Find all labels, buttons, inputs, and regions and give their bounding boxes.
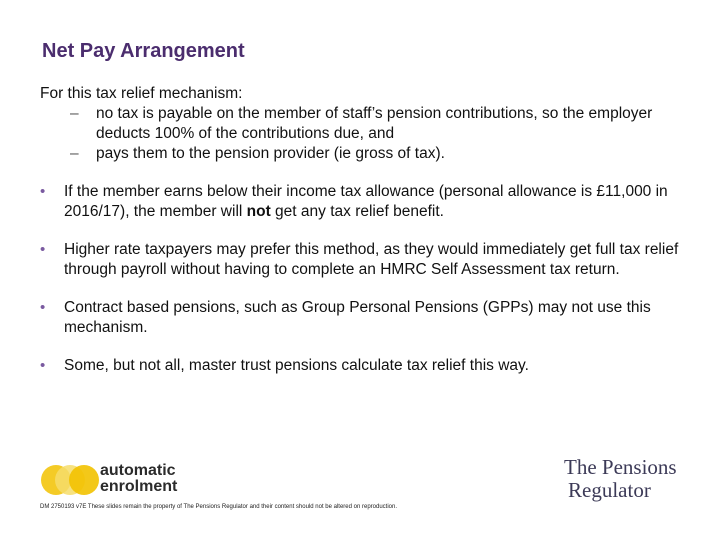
pensions-regulator-logo bbox=[564, 456, 677, 502]
sub-point bbox=[40, 104, 690, 144]
bullet-text-part: If the member earns below their income tax allowance (personal allowance is £11,000 in 2016/17), the member will bbox=[64, 183, 668, 220]
intro-text: For this tax relief mechanism: bbox=[40, 85, 243, 102]
bullet-item bbox=[40, 356, 690, 376]
wordmark-line-2: enrolment bbox=[100, 478, 178, 495]
footer-disclaimer: DM 2750193 v7E These slides remain the property of The Pensions Regulator and their content should not be altered on reproduction. bbox=[40, 504, 397, 510]
automatic-enrolment-logo bbox=[40, 460, 200, 500]
bullet-text-part: get any tax relief benefit. bbox=[270, 203, 444, 220]
dash-marker: – bbox=[70, 105, 79, 122]
bullet-marker: • bbox=[40, 183, 46, 200]
wordmark-line-1: automatic bbox=[100, 462, 176, 479]
sub-point-list bbox=[40, 104, 690, 164]
bullet-marker: • bbox=[40, 299, 46, 316]
dash-marker: – bbox=[70, 145, 79, 162]
sub-point bbox=[40, 144, 690, 164]
sub-point-text: pays them to the pension provider (ie gross of tax). bbox=[96, 145, 445, 162]
slide-title: Net Pay Arrangement bbox=[42, 40, 245, 62]
bullet-marker: • bbox=[40, 241, 46, 258]
automatic-enrolment-wordmark bbox=[100, 463, 177, 495]
logo-circle-right bbox=[69, 465, 99, 495]
bullet-text: Higher rate taxpayers may prefer this method, as they would immediately get full tax relief through payroll without having to complete an HMRC Self Assessment tax return. bbox=[64, 241, 679, 278]
regulator-line-2: Regulator bbox=[568, 478, 651, 502]
bullet-bold-text: not bbox=[246, 203, 271, 220]
bullet-marker: • bbox=[40, 357, 46, 374]
three-overlapping-circles-icon bbox=[40, 460, 100, 500]
bullet-text: Contract based pensions, such as Group Personal Pensions (GPPs) may not use this mechanism. bbox=[64, 299, 651, 336]
bullet-list bbox=[40, 182, 690, 376]
bullet-text: Some, but not all, master trust pensions calculate tax relief this way. bbox=[64, 357, 529, 374]
slide-body bbox=[40, 84, 690, 376]
bullet-item bbox=[40, 182, 690, 222]
bullet-item bbox=[40, 298, 690, 338]
bullet-item bbox=[40, 240, 690, 280]
sub-point-text: no tax is payable on the member of staff’s pension contributions, so the employer deducts 100% of the contributions due, and bbox=[96, 105, 653, 142]
regulator-line-1: The Pensions bbox=[564, 455, 677, 479]
